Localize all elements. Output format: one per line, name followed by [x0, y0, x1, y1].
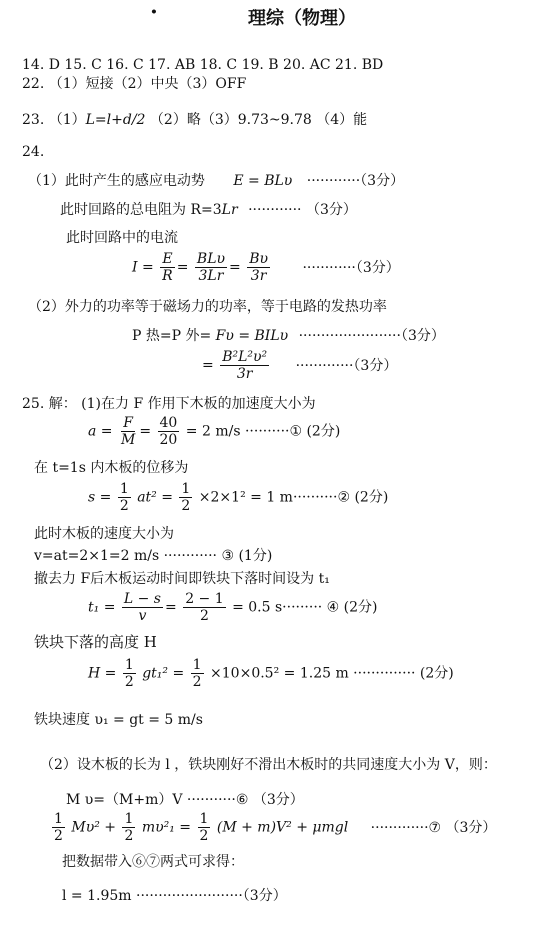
q25-velocity-equation: v=at=2×1=2 m/s ············ ③ (1分) [34, 548, 273, 564]
q25-substitute-text: 把数据带入⑥⑦两式可求得： [62, 854, 244, 870]
fraction: $\frac{1}{2}$ [192, 657, 202, 690]
q23-prefix: 23. （1） [22, 112, 86, 128]
q24-resistance-points: ············ （3分） [248, 202, 357, 218]
q25-momentum-equation: M υ=（M+m）V ···········⑥ （3分） [66, 792, 304, 808]
fraction: $\frac{\text{B²L²υ²}}{3r}$ [222, 349, 268, 382]
fraction: $\frac{B\upsilon}{3r}$ [249, 251, 269, 284]
fraction: $\frac{1}{2}$ [124, 811, 134, 844]
q24-current-equation: I = $\frac{E}{R}$ = BLυ 3Lr = $\frac{B\upsilon}{3r}$ ············（3分） [132, 251, 400, 284]
q25-energy-equation: $\frac{1}{2}$ Mυ² + $\frac{1}{2}$ mυ²₁ = $\frac{1}{2}$ (M + m)V² + μmgl ·············⑦ （3分） [54, 811, 497, 844]
q24-emf-equation: E = BLυ [233, 173, 293, 189]
q23-answer [22, 113, 367, 127]
q24-power-points: ·······················（3分） [298, 328, 445, 344]
q24-resistance-var: Lr [221, 202, 238, 218]
q25-final-answer: l = 1.95m ························（3分） [62, 888, 287, 904]
q22-answer: 22. （1）短接（2）中央（3）OFF [22, 76, 247, 92]
q24-part2-text: （2）外力的功率等于磁场力的功率，等于电路的发热功率 [28, 299, 387, 315]
q24-resistance-line [60, 203, 357, 217]
q24-power-result-points: ·············（3分） [295, 357, 398, 374]
q24-power-equation: Fυ = BILυ [215, 328, 289, 344]
q24-emf-text: （1）此时产生的感应电动势 [28, 173, 205, 189]
q24-power-result: = $\frac{\text{B²L²υ²}}{3r}$ ·············（3分） [202, 349, 398, 382]
q24-current-lhs: I = [132, 259, 154, 276]
q24-emf-line [28, 174, 404, 188]
q23-rest: （2）略（3）9.73~9.78 （4）能 [149, 112, 368, 128]
q25-velocity-intro: 此时木板的速度大小为 [34, 526, 174, 542]
fraction: $\frac{1}{2}$ [181, 481, 191, 514]
q24-power-line [132, 329, 445, 343]
multiple-choice-answers: 14. D 15. C 16. C 17. AB 18. C 19. B 20. AC 21. BD [22, 57, 384, 73]
q24-power-label: P 热=P 外= [132, 328, 212, 344]
q24-emf-points: ············（3分） [306, 173, 405, 189]
page-title: 理综（物理） [248, 8, 356, 29]
fraction: $\frac{1}{2}$ [54, 811, 63, 844]
fraction: $\frac{1}{2}$ [119, 481, 129, 514]
q24-current-intro: 此时回路中的电流 [66, 230, 178, 246]
fraction: BLυ 3Lr [196, 251, 226, 284]
fraction: $\frac{1}{2}$ [199, 811, 209, 844]
q24-current-points: ············（3分） [302, 259, 400, 276]
q25-part2-head: （2）设木板的长为 l ，铁块刚好不滑出木板时的共同速度大小为 V，则： [40, 757, 497, 773]
scan-mark: ꔷ [151, 5, 157, 19]
q25-height-equation: H = $\frac{1}{2}$ gt₁² = $\frac{1}{2}$ ×10×0.5² = 1.25 m ·············· (2分) [88, 657, 454, 690]
q25-displacement-intro: 在 t=1s 内木板的位移为 [34, 460, 189, 476]
q25-displacement-equation: s = $\frac{1}{2}$ at² = $\frac{1}{2}$ ×2×1² = 1 m··········② (2分) [88, 481, 389, 514]
fraction: $\frac{L - s}{v}$ [123, 591, 161, 624]
q25-time-equation: t₁ = $\frac{L - s}{v}$ = $\frac{2 - 1}{2}$ = 0.5 s········· ④ (2分) [88, 591, 378, 624]
q25-head: 25. 解： (1)在力 F 作用下木板的加速度大小为 [22, 396, 316, 412]
q24-resistance-text: 此时回路的总电阻为 R=3 [60, 202, 222, 218]
q23-equation: L=l+d/2 [85, 112, 146, 128]
q24-number: 24. [22, 144, 45, 160]
fraction: $\frac{F}{M}$ [120, 415, 136, 448]
q25-time-intro: 撤去力 F后木板运动时间即铁块下落时间设为 t₁ [34, 571, 330, 587]
fraction: $\frac{2 - 1}{2}$ [185, 591, 224, 624]
q25-iron-velocity: 铁块速度 υ₁ = gt = 5 m/s [34, 712, 203, 728]
q25-acceleration-equation: a = $\frac{F}{M}$ = $\frac{40}{20}$ = 2 m/s ··········① (2分) [88, 415, 341, 448]
fraction: $\frac{40}{20}$ [159, 415, 178, 448]
fraction: $\frac{E}{R}$ [162, 251, 173, 284]
q25-height-intro: 铁块下落的高度 H [34, 633, 157, 651]
fraction: $\frac{1}{2}$ [124, 657, 134, 690]
